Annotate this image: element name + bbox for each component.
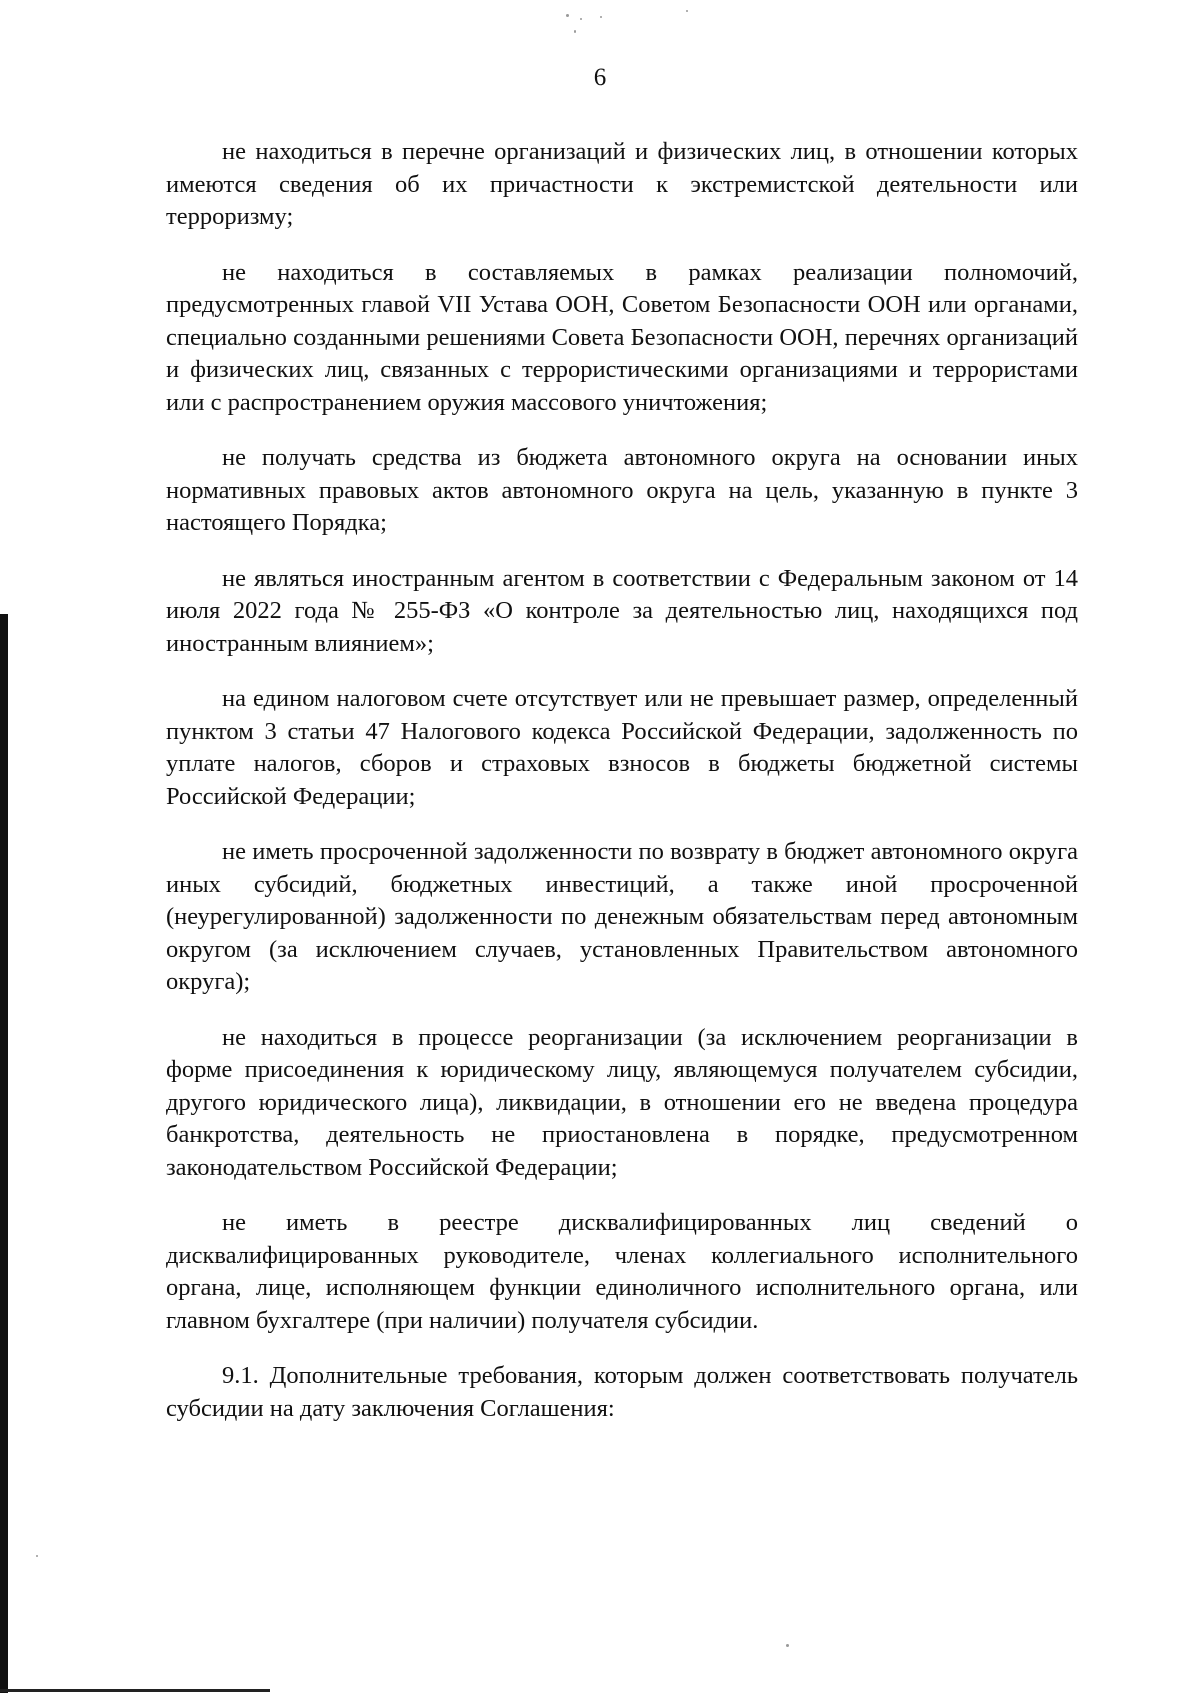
scan-speck	[574, 30, 576, 33]
scan-speck	[786, 1644, 789, 1647]
scan-speck	[600, 16, 602, 18]
scan-speck	[580, 18, 582, 20]
paragraph: не получать средства из бюджета автономного округа на основании иных нормативных правовых актов автономного округа на цель, указанную в пункте 3 настоящего Порядка;	[166, 444, 1078, 536]
scan-speck	[36, 1555, 38, 1557]
paragraph: 9.1. Дополнительные требования, которым должен соответствовать получатель субсидии на дату заключения Соглашения:	[166, 1362, 1078, 1422]
scan-bottom-line	[0, 1689, 270, 1692]
page-number: 6	[593, 64, 607, 91]
paragraph: не иметь в реестре дисквалифицированных лиц сведений о дисквалифицированных руководителе, членах коллегиального исполнительного органа, лице, исполняющем функции единоличного исполнительного органа, или главном бухгалтере (при наличии) получателя субсидии.	[166, 1209, 1078, 1334]
scan-speck	[686, 10, 688, 12]
paragraph: не находиться в составляемых в рамках реализации полномочий, предусмотренных главой VII Устава ООН, Советом Безопасности ООН или органами, специально созданными решениями Совета Безопасности ООН, перечнях организаций и физических лиц, связанных с террористическими организациями и террористами или с распространением оружия массового уничтожения;	[166, 258, 1078, 416]
paragraph: не находиться в перечне организаций и физических лиц, в отношении которых имеются сведения об их причастности к экстремистской деятельности или терроризму;	[166, 138, 1078, 230]
paragraph: не находиться в процессе реорганизации (за исключением реорганизации в форме присоединения к юридическому лицу, являющемуся получателем субсидии, другого юридического лица), ликвидации, в отношении его не введена процедура банкротства, деятельность не приостановлена в порядке, предусмотренном законодательством Российской Федерации;	[166, 1023, 1078, 1181]
document-body	[166, 136, 1078, 1448]
paragraph: не иметь просроченной задолженности по возврату в бюджет автономного округа иных субсидий, бюджетных инвестиций, а также иной просроченной (неурегулированной) задолженности по денежным обязательствам перед автономным округом (за исключением случаев, установленных Правительством автономного округа);	[166, 838, 1078, 995]
paragraph: не являться иностранным агентом в соответствии с Федеральным законом от 14 июля 2022 года № 255-ФЗ «О контроле за деятельностью лиц, находящихся под иностранным влиянием»;	[166, 564, 1078, 657]
scan-edge-bar	[0, 614, 8, 1693]
paragraph: на едином налоговом счете отсутствует или не превышает размер, определенный пунктом 3 статьи 47 Налогового кодекса Российской Федерации, задолженность по уплате налогов, сборов и страховых взносов в бюджеты бюджетной системы Российской Федерации;	[166, 685, 1078, 810]
scan-speck	[566, 14, 569, 17]
